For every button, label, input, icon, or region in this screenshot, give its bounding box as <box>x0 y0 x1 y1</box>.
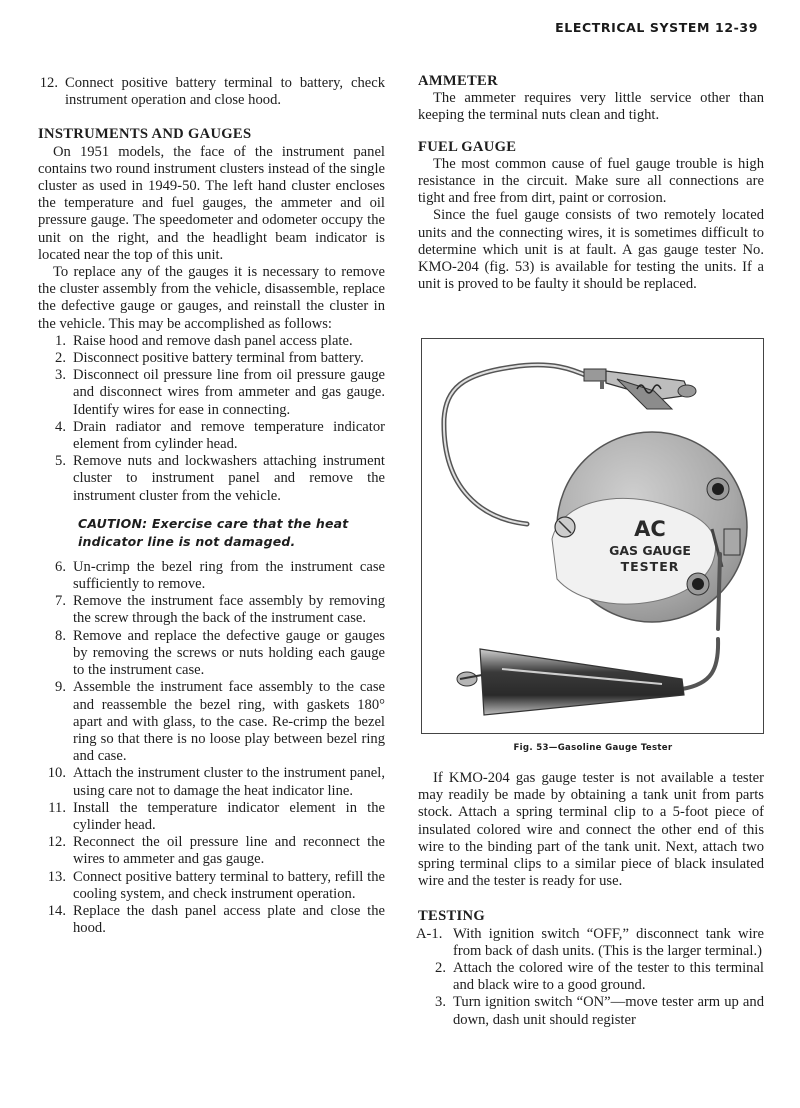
gauge-label-line2: GAS GAUGE <box>609 543 691 558</box>
list-item <box>38 559 385 593</box>
list-item <box>418 926 764 960</box>
testing-steps-list <box>418 926 764 1029</box>
step-text: Un-crimp the bezel ring from the instrument case sufficiently to remove. <box>73 558 385 593</box>
figure-caption: Fig. 53—Gasoline Gauge Tester <box>513 743 673 753</box>
step-text: Drain radiator and remove temperature indicator element from cylinder head. <box>73 418 385 453</box>
step-text: Disconnect oil pressure line from oil pressure gauge and disconnect wires from ammeter and gas gauge. Identify wires for ease in connecting. <box>73 367 385 418</box>
list-item <box>38 903 385 937</box>
step-text: Replace the dash panel access plate and close the hood. <box>73 902 385 937</box>
step-number: 11. <box>48 799 66 816</box>
fuel-paragraph: The most common cause of fuel gauge trouble is high resistance in the circuit. Make sure all connections are tight and free from dirt, paint or corrosion. <box>418 155 764 207</box>
step-text: Reconnect the oil pressure line and reconnect the wires to ammeter and gas gauge. <box>73 834 385 868</box>
previous-step-list <box>30 75 385 109</box>
step-text: Disconnect positive battery terminal from battery. <box>73 350 364 367</box>
spring-clip-bottom <box>457 649 684 715</box>
step-text: Raise hood and remove dash panel access plate. <box>73 332 353 349</box>
list-item <box>38 419 385 453</box>
step-text: With ignition switch “OFF,” disconnect tank wire from back of dash units. (This is the larger terminal.) <box>453 925 764 959</box>
section-heading-testing: TESTING <box>418 908 485 925</box>
gauge-label-line3: TESTER <box>620 559 680 574</box>
step-text: Remove and replace the defective gauge or gauges by removing the screws or nuts holding each gauge to the instrument case. <box>73 627 385 679</box>
list-item <box>418 960 764 994</box>
list-item <box>418 994 764 1028</box>
list-item <box>38 679 385 765</box>
step-text: Connect positive battery terminal to battery, check instrument operation and close hood. <box>65 75 385 109</box>
step-number: 3. <box>55 367 66 384</box>
homemade-tester-paragraph: If KMO-204 gas gauge tester is not available a tester may readily be made by obtaining a tank unit from parts stock. Attach a spring terminal clip to a 5-foot piece of insulated colored wire and connect the other end of this wire to the binding part of the tank unit. Next, attach two spring terminal clips to a similar piece of black insulated wire and the tester is ready for use. <box>418 770 764 890</box>
step-number: 9. <box>55 679 66 696</box>
step-number: 7. <box>55 593 66 610</box>
step-text: Turn ignition switch “ON”—move tester arm up and down, dash unit should register <box>453 994 764 1028</box>
list-item <box>38 800 385 834</box>
step-number: 10. <box>47 765 66 782</box>
intro-paragraph: To replace any of the gauges it is necessary to remove the cluster assembly from the vehicle, disassemble, replace the defective gauge or gauges, and reinstall the cluster in the vehicle. This may be accomplished as follows: <box>38 264 385 332</box>
step-text: Assemble the instrument face assembly to the case and reassemble the bezel ring, with gaskets 180° apart and with glass, to the case. Re-crimp the bezel ring so that there is no loose play between bezel ring and case. <box>73 679 385 765</box>
section-heading-instruments: INSTRUMENTS AND GAUGES <box>38 126 252 143</box>
step-number: 12. <box>47 834 66 851</box>
step-number: 2. <box>435 960 446 977</box>
left-column <box>38 75 385 937</box>
step-number: A-1. <box>416 925 443 942</box>
caution-note: CAUTION: Exercise care that the heat indicator line is not damaged. <box>78 515 349 549</box>
step-number: 8. <box>55 627 66 644</box>
list-item <box>30 75 385 109</box>
step-number: 1. <box>55 332 66 349</box>
right-column-bottom <box>418 770 764 1029</box>
reassembly-steps-list <box>38 559 385 937</box>
step-number: 3. <box>435 994 446 1011</box>
step-text: Remove the instrument face assembly by removing the screw through the back of the instrument case. <box>73 593 385 627</box>
ammeter-paragraph: The ammeter requires very little service other than keeping the terminal nuts clean and tight. <box>418 90 764 124</box>
list-item <box>38 453 385 505</box>
step-text: Attach the colored wire of the tester to this terminal and black wire to a good ground. <box>453 960 764 994</box>
list-item <box>38 628 385 680</box>
list-item <box>38 367 385 419</box>
step-text: Connect positive battery terminal to battery, refill the cooling system, and check instrument operation. <box>73 868 385 902</box>
intro-paragraph: On 1951 models, the face of the instrument panel contains two round instrument clusters instead of the single cluster as used in 1949-50. The left hand cluster encloses the temperature and fuel gauges, the ammeter and oil pressure gauge. The speedometer and odometer occupy the unit on the right, and the headlight beam indicator is located near the top of this unit. <box>38 143 385 263</box>
step-number: 5. <box>55 453 66 470</box>
list-item <box>38 834 385 868</box>
step-text: Remove nuts and lockwashers attaching instrument cluster to instrument panel and remove the instrument cluster from the vehicle. <box>73 453 385 504</box>
step-number: 14. <box>47 902 66 919</box>
step-number: 4. <box>55 418 66 435</box>
step-text: Install the temperature indicator element in the cylinder head. <box>73 799 385 833</box>
list-item <box>38 869 385 903</box>
list-item <box>38 333 385 350</box>
step-number: 6. <box>55 558 66 575</box>
list-item <box>38 350 385 367</box>
figure-gas-gauge-tester <box>421 338 764 734</box>
removal-steps-list <box>38 333 385 505</box>
section-heading-ammeter: AMMETER <box>418 73 498 89</box>
right-column-top <box>418 73 764 293</box>
list-item <box>38 765 385 799</box>
step-number: 12. <box>39 75 58 91</box>
gauge-label-brand: AC <box>634 517 666 541</box>
section-heading-fuel-gauge: FUEL GAUGE <box>418 138 517 155</box>
alligator-clip-top <box>584 369 696 409</box>
running-head: ELECTRICAL SYSTEM 12-39 <box>555 20 758 35</box>
gas-gauge-tester-illustration <box>422 339 763 733</box>
list-item <box>38 593 385 627</box>
step-number: 13. <box>47 868 66 885</box>
step-number: 2. <box>55 350 66 367</box>
fuel-paragraph: Since the fuel gauge consists of two remotely located units and the connecting wires, it is sometimes difficult to determine which unit is at fault. A gas gauge tester No. KMO-204 (fig. 53) is available for testing the units. If a unit is proved to be faulty it should be replaced. <box>418 207 764 293</box>
step-text: Attach the instrument cluster to the instrument panel, using care not to damage the heat indicator line. <box>73 765 385 799</box>
